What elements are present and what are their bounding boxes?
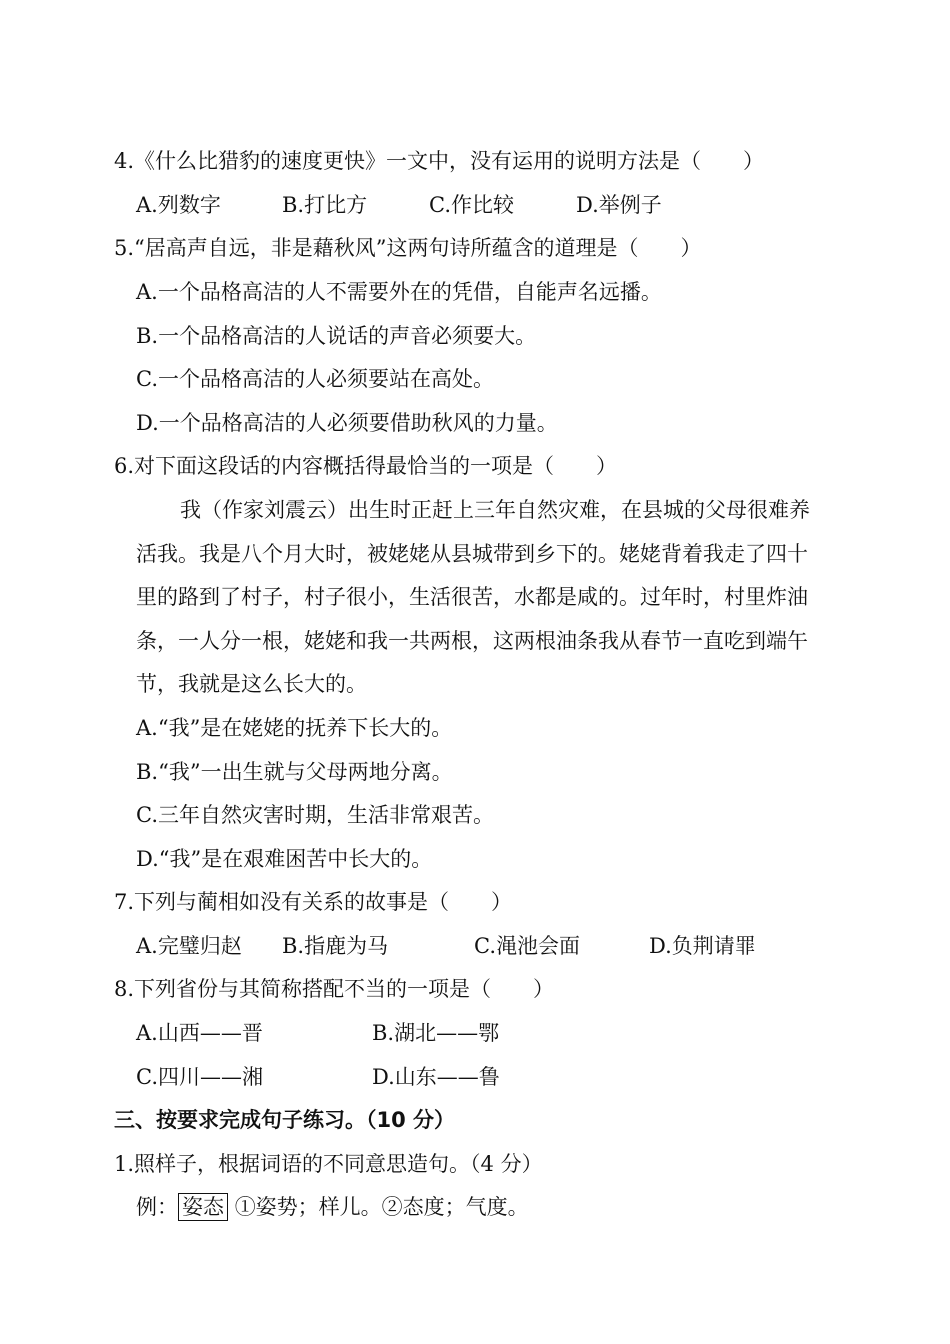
q4-option-d: D.举例子 (576, 193, 662, 217)
q4-option-c: C.作比较 (429, 193, 514, 217)
question-6-stem: 6.对下面这段话的内容概括得最恰当的一项是（ ） (114, 454, 618, 478)
q6-passage-line: 节，我就是这么长大的。 (136, 672, 367, 696)
q5-option-a: A.一个品格高洁的人不需要外在的凭借，自能声名远播。 (136, 280, 662, 304)
q6-passage-line: 条，一人分一根，姥姥和我一共两根，这两根油条我从春节一直吃到端午 (136, 629, 808, 653)
q7-option-c: C.渑池会面 (474, 934, 580, 958)
q6-option-a: A.“我”是在姥姥的抚养下长大的。 (136, 716, 453, 740)
q6-passage-line: 活我。我是八个月大时，被姥姥从县城带到乡下的。姥姥背着我走了四十 (136, 542, 808, 566)
q5-option-b: B.一个品格高洁的人说话的声音必须要大。 (136, 324, 537, 348)
example-word-box: 姿态 (178, 1193, 228, 1221)
q5-option-d: D.一个品格高洁的人必须要借助秋风的力量。 (136, 411, 558, 435)
question-4-stem: 4.《什么比猎豹的速度更快》一文中，没有运用的说明方法是（ ） (114, 149, 765, 173)
q8-option-c: C.四川——湘 (136, 1065, 263, 1089)
question-7-stem: 7.下列与蔺相如没有关系的故事是（ ） (114, 890, 513, 914)
section-3-heading: 三、按要求完成句子练习。（10 分） (114, 1108, 456, 1132)
q4-option-b: B.打比方 (282, 193, 368, 217)
section-3-question-1-stem: 1.照样子，根据词语的不同意思造句。（4 分） (114, 1152, 543, 1176)
example-line (136, 1193, 529, 1221)
example-meaning: ①姿势；样儿。②态度；气度。 (234, 1195, 529, 1219)
q7-option-a: A.完璧归赵 (136, 934, 242, 958)
q6-option-d: D.“我”是在艰难困苦中长大的。 (136, 847, 433, 871)
question-5-stem: 5.“居高声自远，非是藉秋风”这两句诗所蕴含的道理是（ ） (114, 236, 702, 260)
example-label: 例： (136, 1195, 178, 1219)
q5-option-c: C.一个品格高洁的人必须要站在高处。 (136, 367, 494, 391)
q7-option-d: D.负荆请罪 (649, 934, 756, 958)
q8-option-b: B.湖北——鄂 (372, 1021, 500, 1045)
q7-option-b: B.指鹿为马 (282, 934, 389, 958)
q6-option-c: C.三年自然灾害时期，生活非常艰苦。 (136, 803, 494, 827)
q6-passage-line: 我（作家刘震云）出生时正赶上三年自然灾难，在县城的父母很难养 (180, 498, 810, 522)
q6-passage-line: 里的路到了村子，村子很小，生活很苦，水都是咸的。过年时，村里炸油 (136, 585, 808, 609)
question-8-stem: 8.下列省份与其简称搭配不当的一项是（ ） (114, 977, 555, 1001)
q4-option-a: A.列数字 (136, 193, 221, 217)
q8-option-a: A.山西——晋 (136, 1021, 263, 1045)
q8-option-d: D.山东——鲁 (372, 1065, 500, 1089)
q6-option-b: B.“我”一出生就与父母两地分离。 (136, 760, 453, 784)
